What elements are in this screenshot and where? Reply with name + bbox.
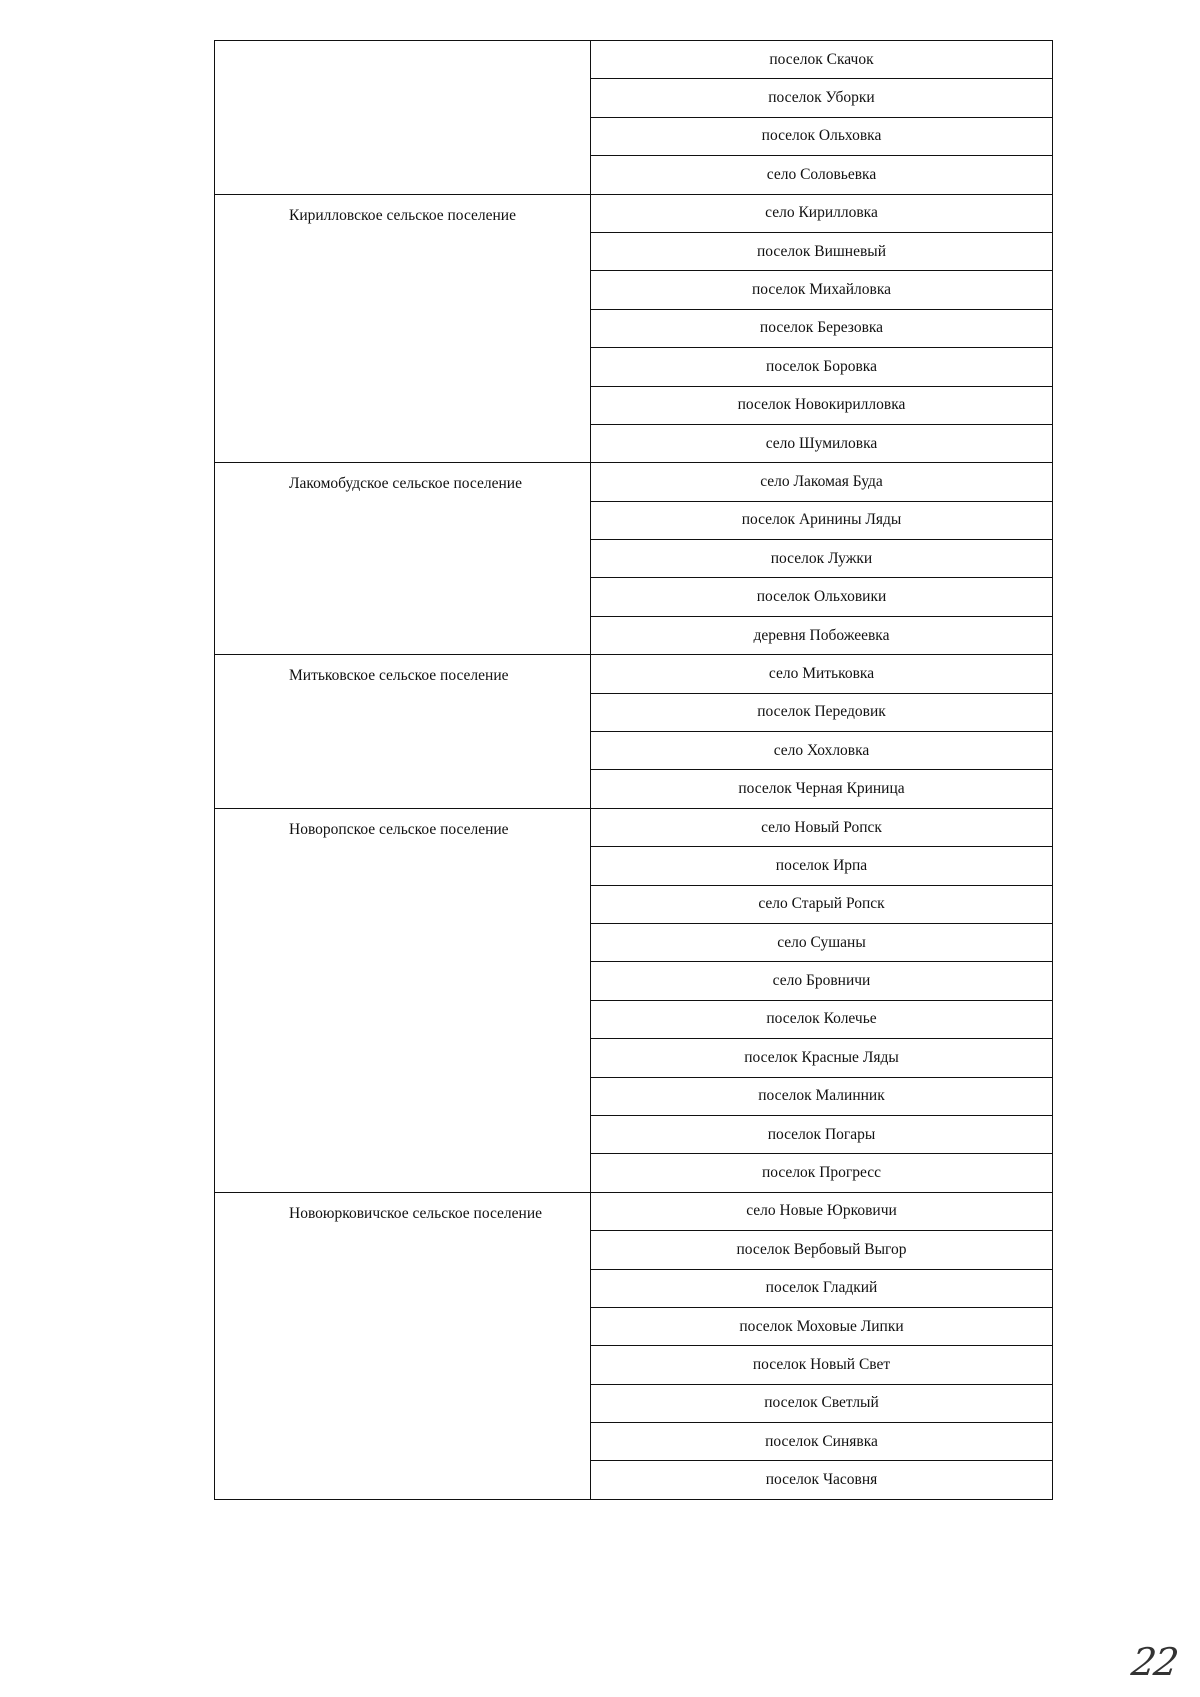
locality-name: поселок Вишневый	[591, 232, 1053, 270]
locality-name: село Старый Ропск	[591, 885, 1053, 923]
locality-name: поселок Новокирилловка	[591, 386, 1053, 424]
locality-name: деревня Побожеевка	[591, 616, 1053, 654]
locality-name: поселок Передовик	[591, 693, 1053, 731]
settlement-name: Кирилловское сельское поселение	[215, 194, 591, 463]
locality-name: поселок Погары	[591, 1115, 1053, 1153]
settlement-name: Новоюрковичское сельское поселение	[215, 1192, 591, 1499]
locality-name: поселок Ирпа	[591, 847, 1053, 885]
locality-name: село Шумиловка	[591, 424, 1053, 462]
table-row	[215, 463, 1053, 501]
locality-name: поселок Моховые Липки	[591, 1307, 1053, 1345]
table-row	[215, 655, 1053, 693]
locality-name: поселок Прогресс	[591, 1154, 1053, 1192]
locality-name: поселок Гладкий	[591, 1269, 1053, 1307]
table-row	[215, 41, 1053, 79]
locality-name: село Соловьевка	[591, 156, 1053, 194]
locality-name: село Новый Ропск	[591, 808, 1053, 846]
locality-name: поселок Малинник	[591, 1077, 1053, 1115]
page-number: 22	[1128, 1640, 1180, 1684]
locality-name: село Сушаны	[591, 923, 1053, 961]
locality-name: поселок Лужки	[591, 540, 1053, 578]
locality-name: село Лакомая Буда	[591, 463, 1053, 501]
settlement-table	[214, 40, 1053, 1500]
locality-name: село Бровничи	[591, 962, 1053, 1000]
locality-name: поселок Скачок	[591, 41, 1053, 79]
locality-name: поселок Михайловка	[591, 271, 1053, 309]
locality-name: поселок Красные Ляды	[591, 1039, 1053, 1077]
locality-name: поселок Колечье	[591, 1000, 1053, 1038]
locality-name: поселок Уборки	[591, 79, 1053, 117]
locality-name: поселок Боровка	[591, 348, 1053, 386]
locality-name: поселок Аринины Ляды	[591, 501, 1053, 539]
settlement-name: Новоропское сельское поселение	[215, 808, 591, 1192]
locality-name: село Митьковка	[591, 655, 1053, 693]
locality-name: поселок Ольховка	[591, 117, 1053, 155]
locality-name: поселок Светлый	[591, 1384, 1053, 1422]
table-row	[215, 808, 1053, 846]
locality-name: поселок Черная Криница	[591, 770, 1053, 808]
locality-name: поселок Березовка	[591, 309, 1053, 347]
locality-name: село Хохловка	[591, 732, 1053, 770]
locality-name: поселок Ольховики	[591, 578, 1053, 616]
settlement-name: Лакомобудское сельское поселение	[215, 463, 591, 655]
locality-name: поселок Синявка	[591, 1423, 1053, 1461]
table-body	[215, 41, 1053, 1500]
table-row	[215, 194, 1053, 232]
locality-name: поселок Вербовый Выгор	[591, 1231, 1053, 1269]
locality-name: село Новые Юрковичи	[591, 1192, 1053, 1230]
locality-name: село Кирилловка	[591, 194, 1053, 232]
locality-name: поселок Новый Свет	[591, 1346, 1053, 1384]
settlement-name: Митьковское сельское поселение	[215, 655, 591, 809]
locality-name: поселок Часовня	[591, 1461, 1053, 1499]
table-row	[215, 1192, 1053, 1230]
settlement-name	[215, 41, 591, 195]
